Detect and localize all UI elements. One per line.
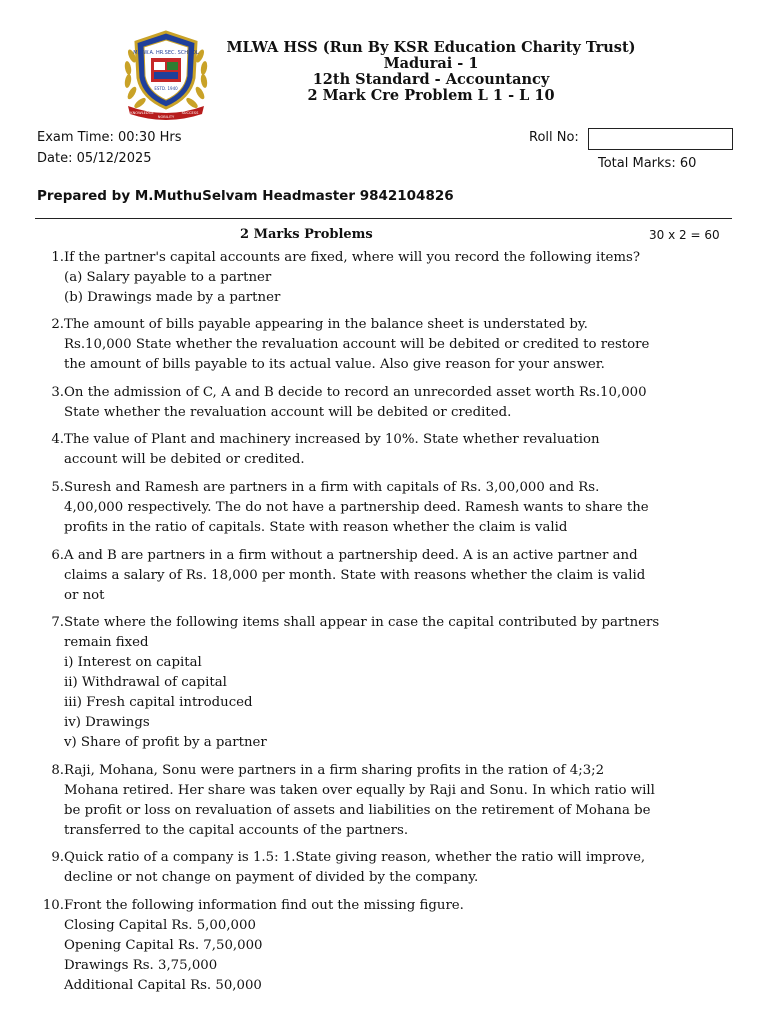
question-text: On the admission of C, A and B decide to record an unrecorded asset worth Rs.10,000 bbox=[64, 385, 647, 400]
divider bbox=[35, 218, 732, 219]
question-number: 10. bbox=[42, 898, 64, 913]
question-4 bbox=[40, 430, 730, 470]
question-text: be profit or loss on revaluation of assets and liabilities on the retirement of Mohana be bbox=[64, 803, 651, 818]
exam-time: Exam Time: 00:30 Hrs bbox=[37, 130, 182, 145]
question-text: 4,00,000 respectively. The do not have a partnership deed. Ramesh wants to share the bbox=[64, 500, 649, 515]
question-number: 5. bbox=[51, 480, 64, 495]
logo-ribbon-text-mid: NOBILITY bbox=[157, 115, 175, 119]
question-number: 2. bbox=[51, 317, 64, 332]
logo-ribbon-text-right: SUCCESS bbox=[181, 111, 199, 115]
question-5 bbox=[40, 478, 730, 538]
question-text: or not bbox=[64, 588, 105, 603]
question-option: iii) Fresh capital introduced bbox=[64, 695, 253, 710]
question-text: claims a salary of Rs. 18,000 per month. State with reasons whether the claim is valid bbox=[64, 568, 646, 583]
exam-date: Date: 05/12/2025 bbox=[37, 151, 152, 166]
question-option: Drawings Rs. 3,75,000 bbox=[64, 958, 218, 973]
question-text: State where the following items shall appear in case the capital contributed by partners bbox=[64, 615, 660, 630]
question-text: The amount of bills payable appearing in the balance sheet is understated by. bbox=[64, 317, 588, 332]
question-option: Additional Capital Rs. 50,000 bbox=[64, 978, 262, 993]
question-number: 1. bbox=[51, 250, 64, 265]
section-marks: 30 x 2 = 60 bbox=[649, 228, 720, 242]
question-7 bbox=[40, 613, 730, 753]
question-6 bbox=[40, 546, 730, 606]
section-title: 2 Marks Problems bbox=[240, 227, 373, 242]
question-text: decline or not change on payment of divided by the company. bbox=[64, 870, 479, 885]
question-text: State whether the revaluation account will be debited or credited. bbox=[64, 405, 512, 420]
question-text: remain fixed bbox=[64, 635, 149, 650]
question-option: Opening Capital Rs. 7,50,000 bbox=[64, 938, 263, 953]
question-text: A and B are partners in a firm without a partnership deed. A is an active partner and bbox=[64, 548, 638, 563]
roll-no-label: Roll No: bbox=[529, 130, 579, 145]
question-text: Raji, Mohana, Sonu were partners in a firm sharing profits in the ration of 4;3;2 bbox=[64, 763, 605, 778]
question-text: Front the following information find out the missing figure. bbox=[64, 898, 464, 913]
question-text: account will be debited or credited. bbox=[64, 452, 305, 467]
question-text: profits in the ratio of capitals. State with reason whether the claim is valid bbox=[64, 520, 568, 535]
question-1 bbox=[40, 248, 730, 308]
question-number: 8. bbox=[51, 763, 64, 778]
question-text: the amount of bills payable to its actual value. Also give reason for your answer. bbox=[64, 357, 605, 372]
logo-ribbon-text-left: KNOWLEDGE bbox=[130, 111, 154, 115]
question-option: (b) Drawings made by a partner bbox=[64, 290, 281, 305]
question-option: (a) Salary payable to a partner bbox=[64, 270, 272, 285]
question-2 bbox=[40, 315, 730, 375]
prepared-by: Prepared by M.MuthuSelvam Headmaster 9842104826 bbox=[37, 188, 454, 204]
question-option: ii) Withdrawal of capital bbox=[64, 675, 227, 690]
logo-arc-text: M.L.W.A. HR.SEC. SCHOOL bbox=[133, 50, 199, 56]
total-marks: Total Marks: 60 bbox=[598, 156, 697, 171]
question-option: iv) Drawings bbox=[64, 715, 150, 730]
question-8 bbox=[40, 761, 730, 841]
question-number: 6. bbox=[51, 548, 64, 563]
question-text: The value of Plant and machinery increased by 10%. State whether revaluation bbox=[64, 432, 600, 447]
question-text: Mohana retired. Her share was taken over equally by Raji and Sonu. In which ratio will bbox=[64, 783, 655, 798]
question-3 bbox=[40, 383, 730, 423]
question-text: Quick ratio of a company is 1.5: 1.State giving reason, whether the ratio will improve, bbox=[64, 850, 646, 865]
question-text: transferred to the capital accounts of the partners. bbox=[64, 823, 409, 838]
exam-title: 2 Mark Cre Problem L 1 - L 10 bbox=[307, 87, 555, 104]
question-option: i) Interest on capital bbox=[64, 655, 202, 670]
question-9 bbox=[40, 848, 730, 888]
question-text: If the partner's capital accounts are fixed, where will you record the following items? bbox=[64, 250, 640, 265]
question-text: Rs.10,000 State whether the revaluation account will be debited or credited to restore bbox=[64, 337, 650, 352]
school-logo bbox=[118, 26, 214, 122]
question-number: 9. bbox=[51, 850, 64, 865]
question-option: v) Share of profit by a partner bbox=[64, 735, 267, 750]
school-city: Madurai - 1 bbox=[383, 55, 479, 72]
roll-no-field[interactable] bbox=[588, 128, 733, 150]
class-subject: 12th Standard - Accountancy bbox=[312, 71, 550, 88]
question-text: Suresh and Ramesh are partners in a firm with capitals of Rs. 3,00,000 and Rs. bbox=[64, 480, 600, 495]
question-number: 7. bbox=[51, 615, 64, 630]
school-header bbox=[216, 40, 646, 104]
question-option: Closing Capital Rs. 5,00,000 bbox=[64, 918, 256, 933]
question-10 bbox=[40, 896, 730, 996]
school-name: MLWA HSS (Run By KSR Education Charity Trust) bbox=[226, 39, 636, 56]
question-number: 3. bbox=[51, 385, 64, 400]
logo-year-text: ESTD. 1940 bbox=[154, 86, 178, 91]
question-number: 4. bbox=[51, 432, 64, 447]
